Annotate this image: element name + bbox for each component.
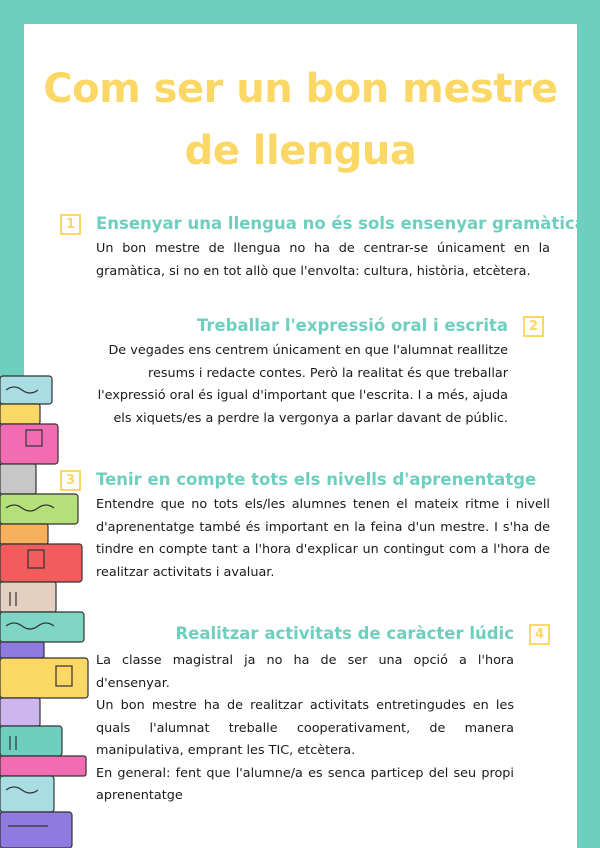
section-heading-text: Treballar l'expressió oral i escrita	[196, 316, 508, 335]
section-number-badge: 1	[60, 214, 81, 235]
section-body	[94, 340, 508, 430]
section-body	[96, 650, 514, 808]
section-number-badge: 4	[529, 624, 550, 645]
section-paragraph: Entendre que no tots els/les alumnes tenen el mateix ritme i nivell d'aprenentatge també és important en la feina d'un mestre. I s'ha de tindre en compte tant a l'hora d'explicar un contingut com a l'hora de realitzar activitats i avaluar.	[96, 497, 550, 580]
section-heading	[60, 212, 586, 236]
section-number-badge: 2	[523, 316, 544, 337]
section-body	[96, 238, 550, 283]
section-2	[94, 314, 544, 430]
section-heading-text: Realitzar activitats de caràcter lúdic	[175, 624, 514, 643]
section-4	[96, 622, 550, 808]
section-heading	[60, 468, 550, 492]
section-paragraph: La classe magistral ja no ha de ser una opció a l'hora d'ensenyar.	[96, 653, 514, 691]
section-heading-text: Tenir en compte tots els nivells d'aprenentatge	[96, 470, 537, 489]
section-heading-text: Ensenyar una llengua no és sols ensenyar gramàtica	[96, 214, 586, 233]
section-paragraph: Un bon mestre de llengua no ha de centrar-se únicament en la gramàtica, si no en tot allò que l'envolta: cultura, història, etcètera.	[96, 241, 550, 279]
section-number-badge: 3	[60, 470, 81, 491]
page-title: Com ser un bon mestre de llengua	[43, 66, 558, 174]
section-paragraph: Un bon mestre ha de realitzar activitats entretingudes en les quals l'alumnat treballe cooperativament, de manera manipulativa, emprant les TIC, etcètera.	[96, 698, 514, 758]
section-3	[60, 468, 550, 584]
section-heading	[96, 622, 550, 646]
stacked-books-illustration	[0, 370, 90, 848]
section-1	[60, 212, 586, 283]
section-paragraph: En general: fent que l'alumne/a es senca particep del seu propi aprenentatge	[96, 765, 514, 803]
section-paragraph: De vegades ens centrem únicament en que l'alumnat reallitze resums i redacte contes. Però la realitat és que treballar l'expressió oral és igual d'important que l'escrita. I a més, ajuda els xiquets/es a perdre la vergonya a parlar davant de públic.	[97, 343, 508, 426]
poster-page	[24, 24, 586, 848]
section-body	[96, 494, 550, 584]
section-heading	[94, 314, 544, 338]
